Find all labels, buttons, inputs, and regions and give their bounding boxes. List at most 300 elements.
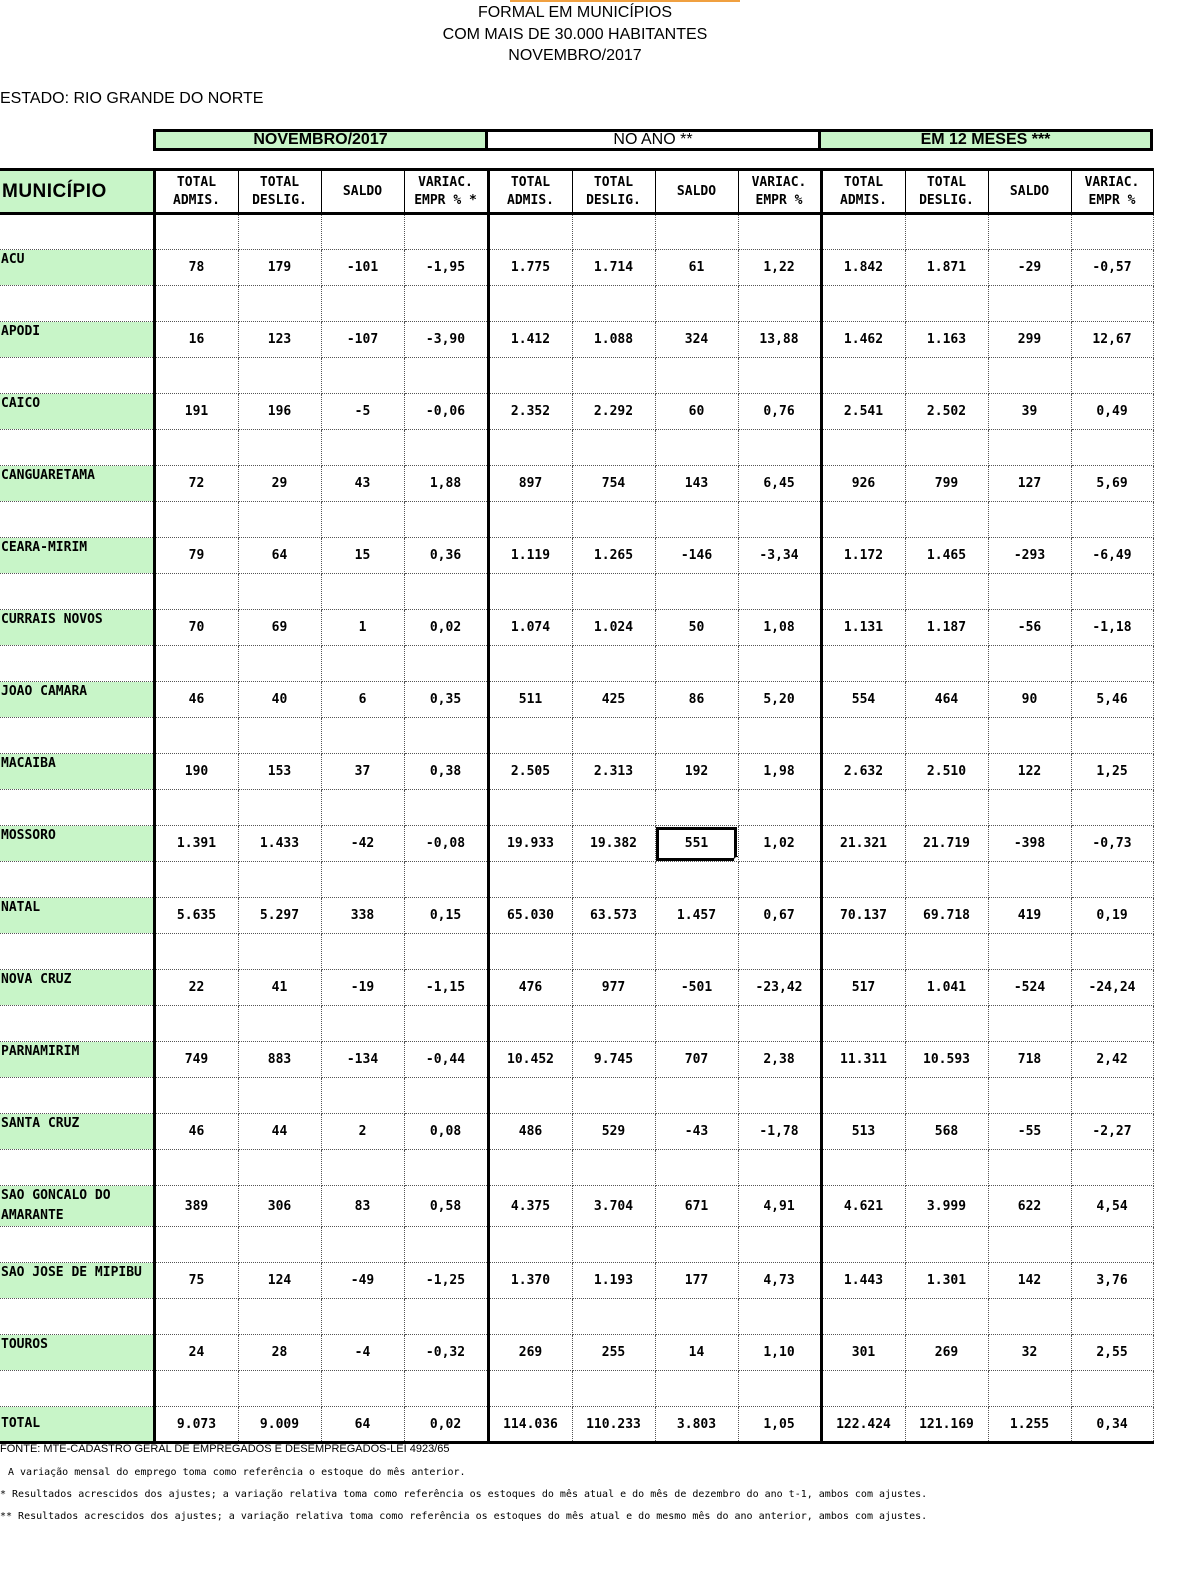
value-cell[interactable]: 513 <box>821 1114 905 1150</box>
spacer-cell[interactable] <box>0 1299 154 1335</box>
value-cell[interactable]: 671 <box>655 1186 738 1227</box>
spacer-cell[interactable] <box>238 718 321 754</box>
spacer-cell[interactable] <box>821 502 905 538</box>
spacer-cell[interactable] <box>572 1078 655 1114</box>
spacer-cell[interactable] <box>154 718 238 754</box>
selected-cell[interactable]: 551 <box>655 826 738 862</box>
spacer-cell[interactable] <box>321 214 404 250</box>
value-cell[interactable]: 1,98 <box>738 754 821 790</box>
spacer-cell[interactable] <box>738 358 821 394</box>
spacer-cell[interactable] <box>738 214 821 250</box>
spacer-cell[interactable] <box>655 214 738 250</box>
value-cell[interactable]: 1 <box>321 610 404 646</box>
spacer-cell[interactable] <box>238 430 321 466</box>
spacer-cell[interactable] <box>655 718 738 754</box>
spacer-cell[interactable] <box>488 358 572 394</box>
municipio-name[interactable]: APODI <box>0 322 154 358</box>
value-cell[interactable]: -146 <box>655 538 738 574</box>
spacer-cell[interactable] <box>154 862 238 898</box>
spacer-cell[interactable] <box>1071 718 1153 754</box>
municipio-name[interactable]: ACU <box>0 250 154 286</box>
spacer-cell[interactable] <box>988 862 1071 898</box>
value-cell[interactable]: 338 <box>321 898 404 934</box>
spacer-cell[interactable] <box>154 358 238 394</box>
value-cell[interactable]: 0,02 <box>404 1407 488 1443</box>
value-cell[interactable]: 29 <box>238 466 321 502</box>
value-cell[interactable]: 301 <box>821 1335 905 1371</box>
spacer-cell[interactable] <box>321 1299 404 1335</box>
value-cell[interactable]: 419 <box>988 898 1071 934</box>
spacer-cell[interactable] <box>988 1150 1071 1186</box>
spacer-cell[interactable] <box>0 502 154 538</box>
spacer-cell[interactable] <box>488 502 572 538</box>
spacer-cell[interactable] <box>1071 1299 1153 1335</box>
spacer-cell[interactable] <box>0 1227 154 1263</box>
spacer-cell[interactable] <box>0 1006 154 1042</box>
value-cell[interactable]: 4,54 <box>1071 1186 1153 1227</box>
spacer-cell[interactable] <box>821 1150 905 1186</box>
spacer-cell[interactable] <box>238 862 321 898</box>
spacer-cell[interactable] <box>488 646 572 682</box>
spacer-cell[interactable] <box>572 430 655 466</box>
spacer-cell[interactable] <box>905 214 988 250</box>
value-cell[interactable]: 1.074 <box>488 610 572 646</box>
spacer-cell[interactable] <box>572 502 655 538</box>
value-cell[interactable]: -24,24 <box>1071 970 1153 1006</box>
spacer-cell[interactable] <box>488 286 572 322</box>
value-cell[interactable]: -1,25 <box>404 1263 488 1299</box>
spacer-cell[interactable] <box>0 934 154 970</box>
spacer-cell[interactable] <box>655 1371 738 1407</box>
spacer-cell[interactable] <box>488 934 572 970</box>
municipio-name[interactable]: NOVA CRUZ <box>0 970 154 1006</box>
spacer-cell[interactable] <box>738 1299 821 1335</box>
spacer-cell[interactable] <box>821 862 905 898</box>
value-cell[interactable]: 1.088 <box>572 322 655 358</box>
value-cell[interactable]: 191 <box>154 394 238 430</box>
spacer-cell[interactable] <box>988 790 1071 826</box>
value-cell[interactable]: 1.370 <box>488 1263 572 1299</box>
value-cell[interactable]: 568 <box>905 1114 988 1150</box>
value-cell[interactable]: -1,95 <box>404 250 488 286</box>
spacer-cell[interactable] <box>1071 214 1153 250</box>
value-cell[interactable]: 0,67 <box>738 898 821 934</box>
value-cell[interactable]: -293 <box>988 538 1071 574</box>
spacer-cell[interactable] <box>1071 934 1153 970</box>
spacer-cell[interactable] <box>821 1006 905 1042</box>
value-cell[interactable]: 46 <box>154 1114 238 1150</box>
spacer-cell[interactable] <box>738 286 821 322</box>
value-cell[interactable]: 124 <box>238 1263 321 1299</box>
spacer-cell[interactable] <box>154 934 238 970</box>
value-cell[interactable]: 622 <box>988 1186 1071 1227</box>
col-12m-deslig[interactable]: TOTAL DESLIG. <box>905 170 988 214</box>
value-cell[interactable]: -107 <box>321 322 404 358</box>
spacer-cell[interactable] <box>488 1078 572 1114</box>
municipio-name[interactable]: NATAL <box>0 898 154 934</box>
spacer-cell[interactable] <box>738 718 821 754</box>
municipio-name[interactable]: TOUROS <box>0 1335 154 1371</box>
spacer-cell[interactable] <box>655 358 738 394</box>
spacer-cell[interactable] <box>821 214 905 250</box>
spacer-cell[interactable] <box>988 214 1071 250</box>
spacer-cell[interactable] <box>738 1227 821 1263</box>
value-cell[interactable]: 5,46 <box>1071 682 1153 718</box>
spacer-cell[interactable] <box>488 1299 572 1335</box>
spacer-cell[interactable] <box>821 358 905 394</box>
municipio-name[interactable]: CAICO <box>0 394 154 430</box>
value-cell[interactable]: 1,05 <box>738 1407 821 1443</box>
value-cell[interactable]: 22 <box>154 970 238 1006</box>
value-cell[interactable]: 60 <box>655 394 738 430</box>
spacer-cell[interactable] <box>0 1371 154 1407</box>
value-cell[interactable]: 1.714 <box>572 250 655 286</box>
spacer-cell[interactable] <box>988 1006 1071 1042</box>
spacer-cell[interactable] <box>738 862 821 898</box>
spacer-cell[interactable] <box>154 1227 238 1263</box>
value-cell[interactable]: 110.233 <box>572 1407 655 1443</box>
spacer-cell[interactable] <box>1071 1078 1153 1114</box>
value-cell[interactable]: 0,49 <box>1071 394 1153 430</box>
spacer-cell[interactable] <box>572 934 655 970</box>
value-cell[interactable]: 0,36 <box>404 538 488 574</box>
value-cell[interactable]: 10.452 <box>488 1042 572 1078</box>
value-cell[interactable]: 70.137 <box>821 898 905 934</box>
spacer-cell[interactable] <box>488 862 572 898</box>
spacer-cell[interactable] <box>738 502 821 538</box>
value-cell[interactable]: -29 <box>988 250 1071 286</box>
spacer-cell[interactable] <box>154 646 238 682</box>
value-cell[interactable]: 2.541 <box>821 394 905 430</box>
col-month-admis[interactable]: TOTAL ADMIS. <box>154 170 238 214</box>
spacer-cell[interactable] <box>404 358 488 394</box>
spacer-cell[interactable] <box>655 502 738 538</box>
value-cell[interactable]: 1.465 <box>905 538 988 574</box>
spacer-cell[interactable] <box>988 718 1071 754</box>
value-cell[interactable]: -134 <box>321 1042 404 1078</box>
value-cell[interactable]: 1.265 <box>572 538 655 574</box>
value-cell[interactable]: 64 <box>321 1407 404 1443</box>
spacer-cell[interactable] <box>821 1371 905 1407</box>
spacer-cell[interactable] <box>988 358 1071 394</box>
value-cell[interactable]: 11.311 <box>821 1042 905 1078</box>
spacer-cell[interactable] <box>154 1299 238 1335</box>
value-cell[interactable]: 707 <box>655 1042 738 1078</box>
spacer-cell[interactable] <box>238 1299 321 1335</box>
value-cell[interactable]: 2.505 <box>488 754 572 790</box>
spacer-cell[interactable] <box>738 646 821 682</box>
spacer-cell[interactable] <box>655 286 738 322</box>
spacer-cell[interactable] <box>321 1078 404 1114</box>
spacer-cell[interactable] <box>238 286 321 322</box>
value-cell[interactable]: 179 <box>238 250 321 286</box>
spacer-cell[interactable] <box>905 430 988 466</box>
value-cell[interactable]: 78 <box>154 250 238 286</box>
value-cell[interactable]: -49 <box>321 1263 404 1299</box>
spacer-cell[interactable] <box>905 1227 988 1263</box>
value-cell[interactable]: 9.745 <box>572 1042 655 1078</box>
spacer-cell[interactable] <box>821 934 905 970</box>
spacer-cell[interactable] <box>988 502 1071 538</box>
spacer-cell[interactable] <box>238 574 321 610</box>
value-cell[interactable]: 1.462 <box>821 322 905 358</box>
group-header-year[interactable]: NO ANO ** <box>485 129 821 151</box>
value-cell[interactable]: 926 <box>821 466 905 502</box>
value-cell[interactable]: 63.573 <box>572 898 655 934</box>
value-cell[interactable]: 75 <box>154 1263 238 1299</box>
value-cell[interactable]: 122 <box>988 754 1071 790</box>
spacer-cell[interactable] <box>821 574 905 610</box>
value-cell[interactable]: 4.621 <box>821 1186 905 1227</box>
spacer-cell[interactable] <box>821 430 905 466</box>
spacer-cell[interactable] <box>655 1006 738 1042</box>
spacer-cell[interactable] <box>655 1227 738 1263</box>
municipio-name[interactable]: PARNAMIRIM <box>0 1042 154 1078</box>
value-cell[interactable]: 511 <box>488 682 572 718</box>
spacer-cell[interactable] <box>655 574 738 610</box>
spacer-cell[interactable] <box>572 718 655 754</box>
value-cell[interactable]: 9.009 <box>238 1407 321 1443</box>
spacer-cell[interactable] <box>0 286 154 322</box>
value-cell[interactable]: -56 <box>988 610 1071 646</box>
value-cell[interactable]: -101 <box>321 250 404 286</box>
spacer-cell[interactable] <box>238 358 321 394</box>
value-cell[interactable]: 0,58 <box>404 1186 488 1227</box>
spacer-cell[interactable] <box>321 646 404 682</box>
value-cell[interactable]: 143 <box>655 466 738 502</box>
spacer-cell[interactable] <box>988 1371 1071 1407</box>
spacer-cell[interactable] <box>572 1371 655 1407</box>
value-cell[interactable]: 754 <box>572 466 655 502</box>
value-cell[interactable]: 0,38 <box>404 754 488 790</box>
spacer-cell[interactable] <box>738 790 821 826</box>
value-cell[interactable]: 15 <box>321 538 404 574</box>
value-cell[interactable]: -0,32 <box>404 1335 488 1371</box>
col-month-variac[interactable]: VARIAC. EMPR % * <box>404 170 488 214</box>
value-cell[interactable]: 1.041 <box>905 970 988 1006</box>
value-cell[interactable]: 3,76 <box>1071 1263 1153 1299</box>
spacer-cell[interactable] <box>404 718 488 754</box>
spacer-cell[interactable] <box>1071 1227 1153 1263</box>
value-cell[interactable]: 19.382 <box>572 826 655 862</box>
spacer-cell[interactable] <box>738 1006 821 1042</box>
spacer-cell[interactable] <box>988 574 1071 610</box>
spacer-cell[interactable] <box>738 1371 821 1407</box>
value-cell[interactable]: -398 <box>988 826 1071 862</box>
value-cell[interactable]: 43 <box>321 466 404 502</box>
spacer-cell[interactable] <box>154 430 238 466</box>
value-cell[interactable]: 4.375 <box>488 1186 572 1227</box>
spacer-cell[interactable] <box>488 430 572 466</box>
spacer-cell[interactable] <box>238 934 321 970</box>
spacer-cell[interactable] <box>404 1299 488 1335</box>
spacer-cell[interactable] <box>1071 646 1153 682</box>
value-cell[interactable]: 1.131 <box>821 610 905 646</box>
value-cell[interactable]: 177 <box>655 1263 738 1299</box>
spacer-cell[interactable] <box>0 790 154 826</box>
spacer-cell[interactable] <box>321 574 404 610</box>
value-cell[interactable]: 46 <box>154 682 238 718</box>
municipio-name[interactable]: MOSSORO <box>0 826 154 862</box>
value-cell[interactable]: -0,73 <box>1071 826 1153 862</box>
spacer-cell[interactable] <box>154 286 238 322</box>
spacer-cell[interactable] <box>655 1299 738 1335</box>
value-cell[interactable]: 2,42 <box>1071 1042 1153 1078</box>
spacer-cell[interactable] <box>238 1371 321 1407</box>
value-cell[interactable]: 4,73 <box>738 1263 821 1299</box>
value-cell[interactable]: 190 <box>154 754 238 790</box>
municipio-name[interactable]: SAO GONCALO DO AMARANTE <box>0 1186 154 1227</box>
spacer-cell[interactable] <box>572 358 655 394</box>
value-cell[interactable]: 0,19 <box>1071 898 1153 934</box>
value-cell[interactable]: 1.119 <box>488 538 572 574</box>
spacer-cell[interactable] <box>738 934 821 970</box>
spacer-cell[interactable] <box>404 574 488 610</box>
value-cell[interactable]: 1.163 <box>905 322 988 358</box>
value-cell[interactable]: 1.193 <box>572 1263 655 1299</box>
spacer-cell[interactable] <box>154 1006 238 1042</box>
value-cell[interactable]: 2 <box>321 1114 404 1150</box>
value-cell[interactable]: 32 <box>988 1335 1071 1371</box>
value-cell[interactable]: 476 <box>488 970 572 1006</box>
spacer-cell[interactable] <box>1071 1006 1153 1042</box>
value-cell[interactable]: 14 <box>655 1335 738 1371</box>
value-cell[interactable]: 897 <box>488 466 572 502</box>
value-cell[interactable]: 718 <box>988 1042 1071 1078</box>
col-month-deslig[interactable]: TOTAL DESLIG. <box>238 170 321 214</box>
spacer-cell[interactable] <box>572 790 655 826</box>
municipio-name[interactable]: SAO JOSE DE MIPIBU <box>0 1263 154 1299</box>
value-cell[interactable]: 269 <box>905 1335 988 1371</box>
col-month-saldo[interactable]: SALDO <box>321 170 404 214</box>
value-cell[interactable]: 529 <box>572 1114 655 1150</box>
spacer-cell[interactable] <box>0 574 154 610</box>
value-cell[interactable]: 1.024 <box>572 610 655 646</box>
col-municipio[interactable]: MUNICÍPIO <box>0 170 154 214</box>
value-cell[interactable]: 69 <box>238 610 321 646</box>
value-cell[interactable]: 0,02 <box>404 610 488 646</box>
spacer-cell[interactable] <box>488 574 572 610</box>
spacer-cell[interactable] <box>988 286 1071 322</box>
value-cell[interactable]: 83 <box>321 1186 404 1227</box>
value-cell[interactable]: 3.803 <box>655 1407 738 1443</box>
value-cell[interactable]: 1.871 <box>905 250 988 286</box>
value-cell[interactable]: 554 <box>821 682 905 718</box>
spacer-cell[interactable] <box>1071 1150 1153 1186</box>
value-cell[interactable]: 9.073 <box>154 1407 238 1443</box>
value-cell[interactable]: 70 <box>154 610 238 646</box>
spacer-cell[interactable] <box>905 1150 988 1186</box>
value-cell[interactable]: -1,18 <box>1071 610 1153 646</box>
value-cell[interactable]: 5,20 <box>738 682 821 718</box>
municipio-name[interactable]: JOAO CAMARA <box>0 682 154 718</box>
spacer-cell[interactable] <box>238 646 321 682</box>
value-cell[interactable]: -0,06 <box>404 394 488 430</box>
value-cell[interactable]: -5 <box>321 394 404 430</box>
spacer-cell[interactable] <box>572 1227 655 1263</box>
spacer-cell[interactable] <box>238 502 321 538</box>
value-cell[interactable]: 1.842 <box>821 250 905 286</box>
value-cell[interactable]: 0,34 <box>1071 1407 1153 1443</box>
spacer-cell[interactable] <box>905 1299 988 1335</box>
spacer-cell[interactable] <box>1071 502 1153 538</box>
value-cell[interactable]: 37 <box>321 754 404 790</box>
value-cell[interactable]: 40 <box>238 682 321 718</box>
spacer-cell[interactable] <box>321 718 404 754</box>
municipio-name[interactable]: CANGUARETAMA <box>0 466 154 502</box>
spacer-cell[interactable] <box>655 1150 738 1186</box>
value-cell[interactable]: 0,08 <box>404 1114 488 1150</box>
spacer-cell[interactable] <box>821 1299 905 1335</box>
municipio-name[interactable]: CEARA-MIRIM <box>0 538 154 574</box>
total-label[interactable]: TOTAL <box>0 1407 154 1443</box>
value-cell[interactable]: 1,25 <box>1071 754 1153 790</box>
value-cell[interactable]: 324 <box>655 322 738 358</box>
spacer-cell[interactable] <box>154 1078 238 1114</box>
value-cell[interactable]: 1.391 <box>154 826 238 862</box>
spacer-cell[interactable] <box>321 502 404 538</box>
spacer-cell[interactable] <box>321 430 404 466</box>
group-header-month[interactable]: NOVEMBRO/2017 <box>153 129 488 151</box>
value-cell[interactable]: -0,08 <box>404 826 488 862</box>
spacer-cell[interactable] <box>905 1371 988 1407</box>
value-cell[interactable]: -3,90 <box>404 322 488 358</box>
spacer-cell[interactable] <box>1071 358 1153 394</box>
spacer-cell[interactable] <box>988 1227 1071 1263</box>
value-cell[interactable]: 517 <box>821 970 905 1006</box>
value-cell[interactable]: 5.297 <box>238 898 321 934</box>
value-cell[interactable]: 749 <box>154 1042 238 1078</box>
spacer-cell[interactable] <box>154 790 238 826</box>
spacer-cell[interactable] <box>905 718 988 754</box>
value-cell[interactable]: 2.632 <box>821 754 905 790</box>
spacer-cell[interactable] <box>572 1006 655 1042</box>
value-cell[interactable]: 196 <box>238 394 321 430</box>
value-cell[interactable]: 86 <box>655 682 738 718</box>
municipio-name[interactable]: MACAIBA <box>0 754 154 790</box>
spacer-cell[interactable] <box>821 286 905 322</box>
value-cell[interactable]: -3,34 <box>738 538 821 574</box>
spacer-cell[interactable] <box>821 790 905 826</box>
spacer-cell[interactable] <box>488 1227 572 1263</box>
value-cell[interactable]: 28 <box>238 1335 321 1371</box>
group-header-12-months[interactable]: EM 12 MESES *** <box>818 129 1153 151</box>
municipio-name[interactable]: CURRAIS NOVOS <box>0 610 154 646</box>
value-cell[interactable]: -42 <box>321 826 404 862</box>
spacer-cell[interactable] <box>0 646 154 682</box>
municipio-name[interactable]: SANTA CRUZ <box>0 1114 154 1150</box>
value-cell[interactable]: 1.433 <box>238 826 321 862</box>
value-cell[interactable]: 306 <box>238 1186 321 1227</box>
value-cell[interactable]: 24 <box>154 1335 238 1371</box>
spacer-cell[interactable] <box>238 1227 321 1263</box>
spacer-cell[interactable] <box>154 574 238 610</box>
spacer-cell[interactable] <box>488 1371 572 1407</box>
spacer-cell[interactable] <box>488 1006 572 1042</box>
spacer-cell[interactable] <box>821 646 905 682</box>
value-cell[interactable]: 1,02 <box>738 826 821 862</box>
spacer-cell[interactable] <box>572 286 655 322</box>
value-cell[interactable]: 2.352 <box>488 394 572 430</box>
spacer-cell[interactable] <box>988 1299 1071 1335</box>
spacer-cell[interactable] <box>238 790 321 826</box>
spacer-cell[interactable] <box>0 862 154 898</box>
value-cell[interactable]: -1,78 <box>738 1114 821 1150</box>
spacer-cell[interactable] <box>238 1150 321 1186</box>
col-year-admis[interactable]: TOTAL ADMIS. <box>488 170 572 214</box>
value-cell[interactable]: 0,15 <box>404 898 488 934</box>
value-cell[interactable]: -23,42 <box>738 970 821 1006</box>
